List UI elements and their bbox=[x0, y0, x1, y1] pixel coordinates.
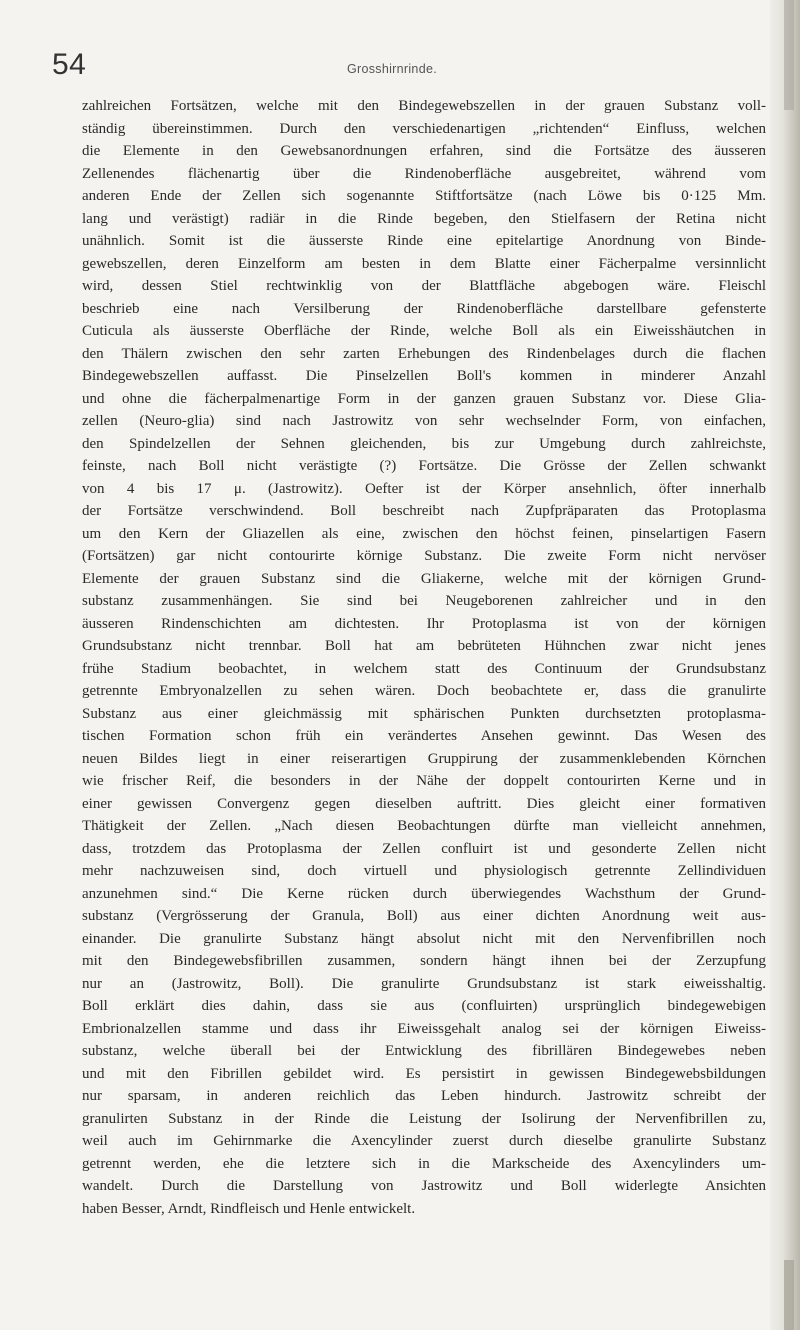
text-line: weil auch im Gehirnmarke die Axencylinder zuerst durch dieselbe granulirte Substanz bbox=[82, 1133, 766, 1149]
text-line: frühe Stadium beobachtet, in welchem statt des Continuum der Grundsubstanz bbox=[82, 660, 766, 677]
text-line: neuen Bildes liegt in einer reiserartigen Gruppirung der zusammenklebenden Körnchen bbox=[82, 750, 766, 767]
text-line: Cuticula als äusserste Oberfläche der Rinde, welche Boll als ein Eiweisshäutchen in bbox=[82, 323, 766, 339]
text-line: von 4 bis 17 μ. (Jastrowitz). Oefter ist der Körper ansehnlich, öfter innerhalb bbox=[82, 480, 766, 497]
text-line: beschrieb eine nach Versilberung der Rindenoberfläche darstellbare gefensterte bbox=[82, 300, 766, 317]
text-line: tischen Formation schon früh ein verändertes Ansehen gewinnt. Das Wesen des bbox=[82, 728, 766, 744]
body-paragraph bbox=[82, 95, 766, 1220]
text-line: substanz zusammenhängen. Sie sind bei Neugeborenen zahlreicher und in den bbox=[82, 593, 766, 609]
text-line: anzunehmen sind.“ Die Kerne rücken durch überwiegendes Wachsthum der Grund- bbox=[82, 885, 766, 902]
text-line: unähnlich. Somit ist die äusserste Rinde eine epitelartige Anordnung von Binde- bbox=[82, 233, 766, 249]
page-header bbox=[52, 48, 732, 84]
text-line: Thätigkeit der Zellen. „Nach diesen Beobachtungen dürfte man vielleicht annehmen, bbox=[82, 818, 766, 834]
text-line: feinste, nach Boll nicht verästigte (?) Fortsätze. Die Grösse der Zellen schwankt bbox=[82, 458, 766, 474]
text-line: zahlreichen Fortsätzen, welche mit den Bindegewebszellen in der grauen Substanz voll- bbox=[82, 98, 766, 114]
edge-shadow bbox=[784, 0, 794, 110]
text-line: Elemente der grauen Substanz sind die Gliakerne, welche mit der körnigen Grund- bbox=[82, 570, 766, 587]
page-number: 54 bbox=[52, 48, 87, 81]
text-line: um den Kern der Gliazellen als eine, zwischen den höchst feinen, pinselartigen Fasern bbox=[82, 525, 766, 542]
text-line: äusseren Rindenschichten am dichtesten. Ihr Protoplasma ist von der körnigen bbox=[82, 615, 766, 632]
text-line: getrennt werden, ehe die letztere sich in die Markscheide des Axencylinders um- bbox=[82, 1155, 766, 1172]
text-line: substanz (Vergrösserung der Granula, Boll) aus einer dichten Anordnung weit aus- bbox=[82, 908, 766, 924]
text-line: lang und verästigt) radiär in die Rinde begeben, den Stielfasern der Retina nicht bbox=[82, 210, 766, 227]
text-line: Substanz aus einer gleichmässig mit sphärischen Punkten durchsetzten protoplasma- bbox=[82, 705, 766, 722]
text-line: einander. Die granulirte Substanz hängt absolut nicht mit den Nervenfibrillen noch bbox=[82, 930, 766, 947]
text-line: wird, dessen Stiel rechtwinklig von der Blattfläche abgebogen wäre. Fleischl bbox=[82, 278, 766, 294]
text-line: wie frischer Reif, die besonders in der Nähe der doppelt contourirten Kerne und in bbox=[82, 773, 766, 789]
text-line: gewebszellen, deren Einzelform am besten in dem Blatte einer Fächerpalme versinnlicht bbox=[82, 255, 766, 272]
text-line: Embrionalzellen stamme und dass ihr Eiweissgehalt analog sei der körnigen Eiweiss- bbox=[82, 1020, 766, 1037]
page-binding-edge bbox=[770, 0, 800, 1330]
text-line: Zellenendes flächenartig über die Rindenoberfläche ausgebreitet, während vom bbox=[82, 165, 766, 182]
text-line: mehr nachzuweisen sind, doch virtuell und physiologisch getrennte Zellindividuen bbox=[82, 863, 766, 879]
text-line: haben Besser, Arndt, Rindfleisch und Henle entwickelt. bbox=[82, 1200, 416, 1217]
text-line: nur sparsam, in anderen reichlich das Leben hindurch. Jastrowitz schreibt der bbox=[82, 1088, 766, 1104]
text-line: Grundsubstanz nicht trennbar. Boll hat am bebrüteten Hühnchen zwar nicht jenes bbox=[82, 638, 766, 654]
text-line: wandelt. Durch die Darstellung von Jastrowitz und Boll widerlegte Ansichten bbox=[82, 1178, 766, 1194]
text-line: anderen Ende der Zellen sich sogenannte Stiftfortsätze (nach Löwe bis 0·125 Mm. bbox=[82, 188, 766, 204]
text-line: und mit den Fibrillen gebildet wird. Es persistirt in gewissen Bindegewebsbildungen bbox=[82, 1065, 766, 1082]
text-line: nur an (Jastrowitz, Boll). Die granulirte Grundsubstanz ist stark eiweisshaltig. bbox=[82, 975, 766, 992]
text-line: granulirten Substanz in der Rinde die Leistung der Isolirung der Nervenfibrillen zu, bbox=[82, 1110, 766, 1127]
text-line: den Spindelzellen der Sehnen gleichenden, bis zur Umgebung durch zahlreichste, bbox=[82, 435, 766, 452]
text-line: Boll erklärt dies dahin, dass sie aus (confluirten) ursprünglich bindegewebigen bbox=[82, 998, 766, 1014]
text-line: und ohne die fächerpalmenartige Form in der ganzen grauen Substanz vor. Diese Glia- bbox=[82, 390, 766, 407]
text-line: den Thälern zwischen den sehr zarten Erhebungen des Rindenbelages durch die flachen bbox=[82, 345, 766, 362]
text-line: einer gewissen Convergenz gegen dieselben auftritt. Dies gleicht einer formativen bbox=[82, 795, 766, 812]
text-line: (Fortsätzen) gar nicht contourirte körnige Substanz. Die zweite Form nicht nervöser bbox=[82, 548, 766, 564]
text-line: dass, trotzdem das Protoplasma der Zellen confluirt ist und gesonderte Zellen nicht bbox=[82, 840, 766, 857]
edge-shadow bbox=[784, 1260, 794, 1330]
running-title: Grosshirnrinde. bbox=[347, 62, 437, 76]
text-line: mit den Bindegewebsfibrillen zusammen, sondern hängt ihnen bei der Zerzupfung bbox=[82, 953, 766, 969]
text-line: zellen (Neuro-glia) sind nach Jastrowitz von sehr wechselnder Form, von einfachen, bbox=[82, 413, 766, 429]
text-line: substanz, welche überall bei der Entwicklung des fibrillären Bindegewebes neben bbox=[82, 1043, 766, 1059]
text-line: ständig übereinstimmen. Durch den verschiedenartigen „richtenden“ Einfluss, welchen bbox=[82, 120, 766, 137]
text-line: die Elemente in den Gewebsanordnungen erfahren, sind die Fortsätze des äusseren bbox=[82, 143, 766, 159]
text-line: Bindegewebszellen auffasst. Die Pinselzellen Boll's kommen in minderer Anzahl bbox=[82, 368, 766, 384]
text-line: der Fortsätze verschwindend. Boll beschreibt nach Zupfpräparaten das Protoplasma bbox=[82, 503, 766, 519]
text-line: getrennte Embryonalzellen zu sehen wären. Doch beobachtete er, dass die granulirte bbox=[82, 683, 766, 699]
